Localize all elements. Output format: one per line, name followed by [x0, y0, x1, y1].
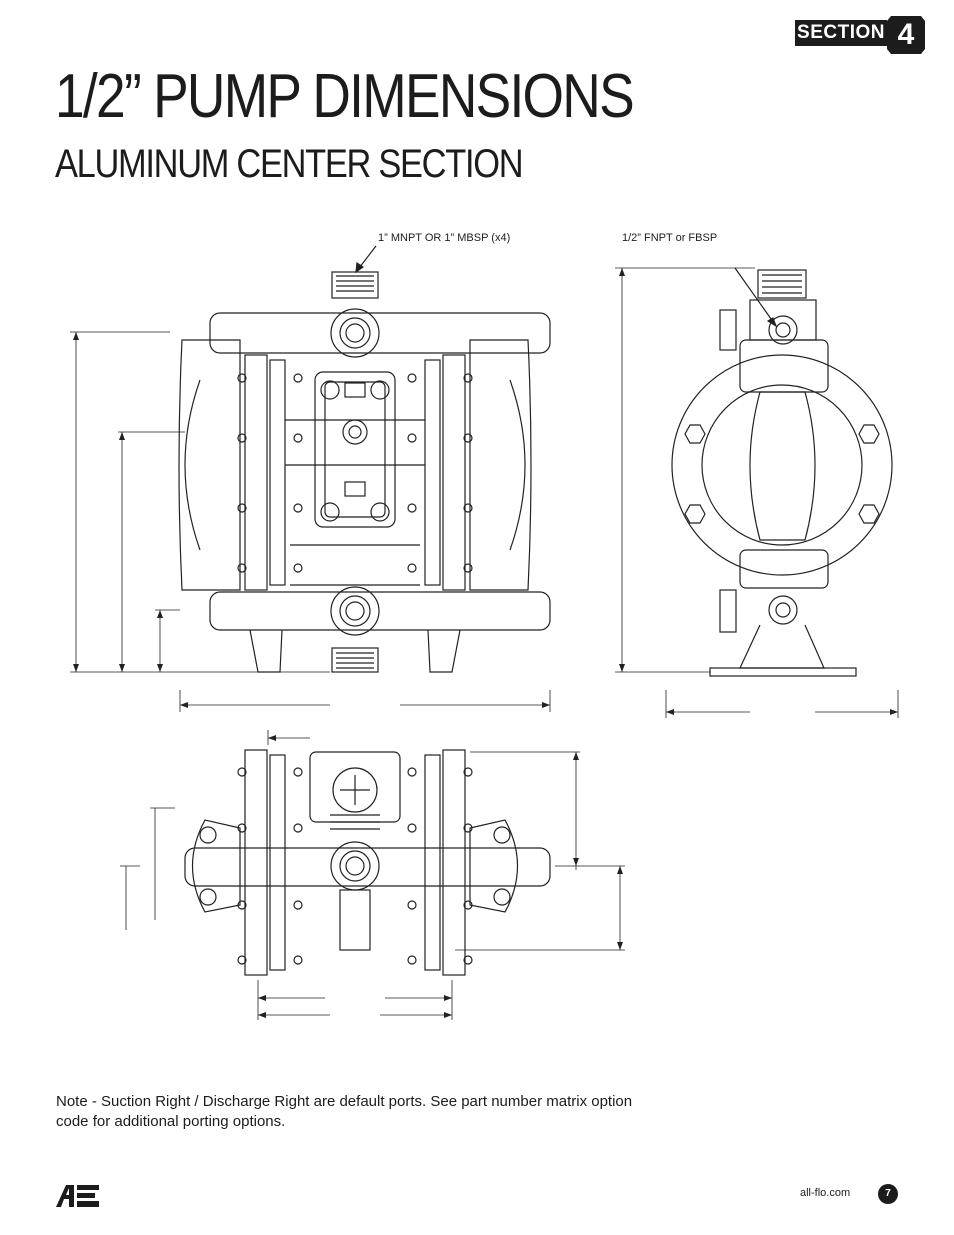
top-view-drawing — [120, 730, 625, 1020]
air-port-callout: 1/2” FNPT or FBSP — [622, 232, 718, 244]
all-flo-logo — [56, 1185, 106, 1207]
side-view-drawing — [615, 268, 898, 718]
front-view-drawing — [70, 246, 550, 712]
website-url[interactable]: all-flo.com — [800, 1187, 851, 1199]
port-size-callout: 1” MNPT OR 1” MBSP (x4) — [378, 232, 511, 244]
page-title: 1/2” PUMP DIMENSIONS — [55, 62, 633, 131]
porting-note: Note - Suction Right / Discharge Right are default ports. See part number matrix option code for additional porting options. — [56, 1093, 633, 1130]
page-subtitle: ALUMINUM CENTER SECTION — [55, 142, 523, 186]
page-number: 7 — [878, 1184, 898, 1204]
section-label: SECTION — [795, 20, 887, 46]
section-number: 4 — [897, 18, 915, 51]
